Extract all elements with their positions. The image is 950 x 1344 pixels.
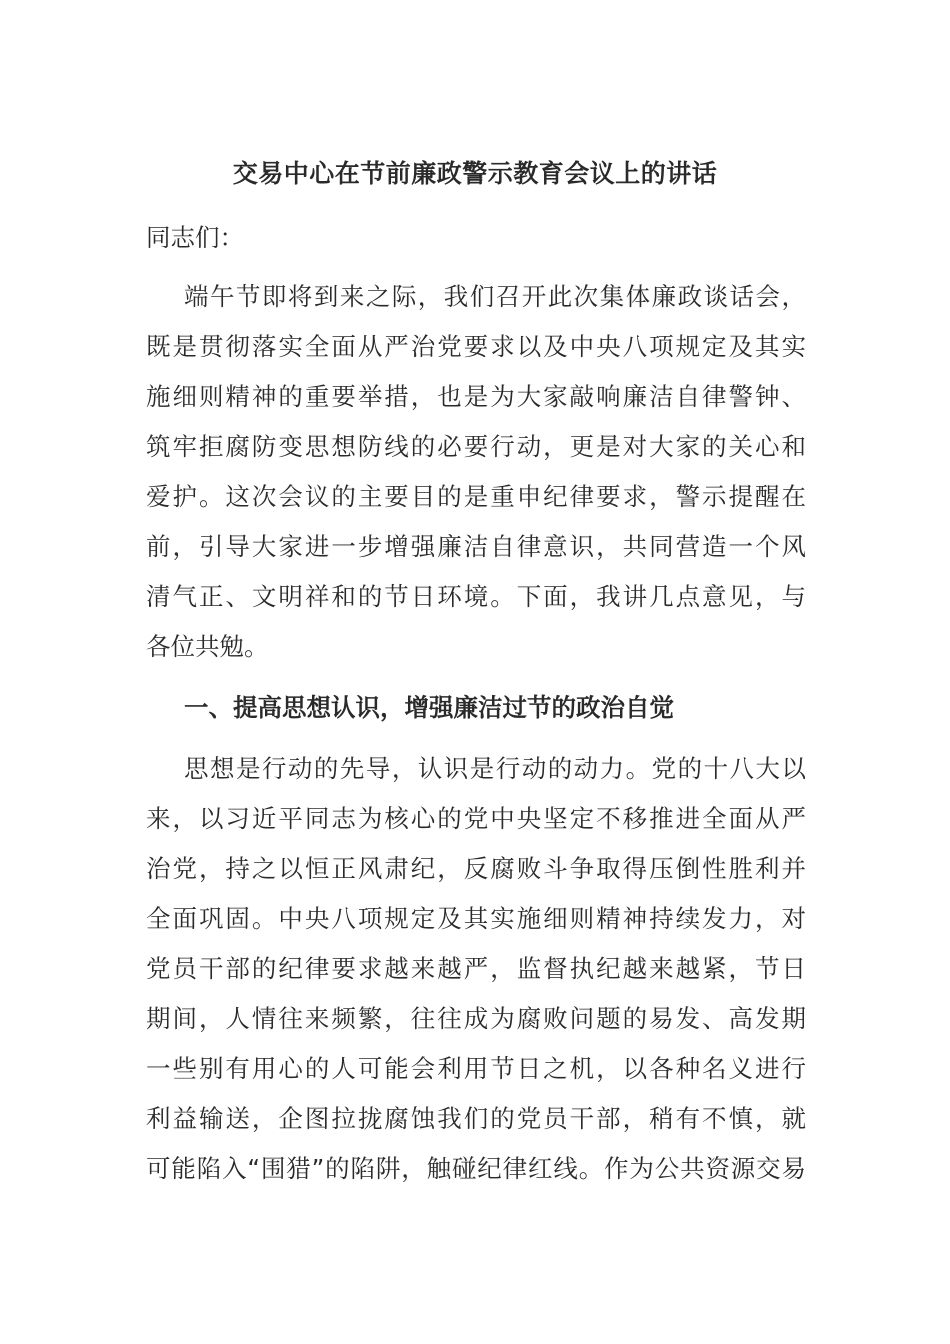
paragraph-line: 利益输送，企图拉拢腐蚀我们的党员干部，稍有不慎，就 (146, 1104, 806, 1133)
paragraph-line: 治党，持之以恒正风肃纪，反腐败斗争取得压倒性胜利并 (146, 854, 806, 883)
paragraph-line: 清气正、文明祥和的节日环境。下面，我讲几点意见，与 (146, 582, 806, 611)
paragraph-line: 党员干部的纪律要求越来越严，监督执纪越来越紧，节日 (146, 954, 806, 983)
paragraph-line: 既是贯彻落实全面从严治党要求以及中央八项规定及其实 (146, 332, 806, 361)
salutation: 同志们： (146, 223, 244, 252)
document-title: 交易中心在节前廉政警示教育会议上的讲话 (232, 159, 718, 188)
paragraph-line: 端午节即将到来之际，我们召开此次集体廉政谈话会， (184, 282, 806, 311)
paragraph-line: 思想是行动的先导，认识是行动的动力。党的十八大以 (184, 754, 806, 783)
paragraph-line: 期间，人情往来频繁，往往成为腐败问题的易发、高发期 (146, 1004, 806, 1033)
paragraph-line: 前，引导大家进一步增强廉洁自律意识，共同营造一个风 (146, 532, 806, 561)
paragraph-line: 爱护。这次会议的主要目的是重申纪律要求，警示提醒在 (146, 482, 806, 511)
paragraph-2 (146, 744, 806, 1194)
paragraph-line: 来，以习近平同志为核心的党中央坚定不移推进全面从严 (146, 804, 806, 833)
paragraph-line: 全面巩固。中央八项规定及其实施细则精神持续发力，对 (146, 904, 806, 933)
paragraph-line: 筑牢拒腐防变思想防线的必要行动，更是对大家的关心和 (146, 432, 806, 461)
paragraph-line: 施细则精神的重要举措，也是为大家敲响廉洁自律警钟、 (146, 382, 806, 411)
section-heading: 一、提高思想认识，增强廉洁过节的政治自觉 (184, 693, 674, 722)
paragraph-line: 可能陷入“围猎”的陷阱，触碰纪律红线。作为公共资源交易 (146, 1154, 806, 1183)
paragraph-line: 各位共勉。 (146, 632, 269, 661)
paragraph-line: 一些别有用心的人可能会利用节日之机，以各种名义进行 (146, 1054, 806, 1083)
paragraph-1 (146, 272, 806, 672)
